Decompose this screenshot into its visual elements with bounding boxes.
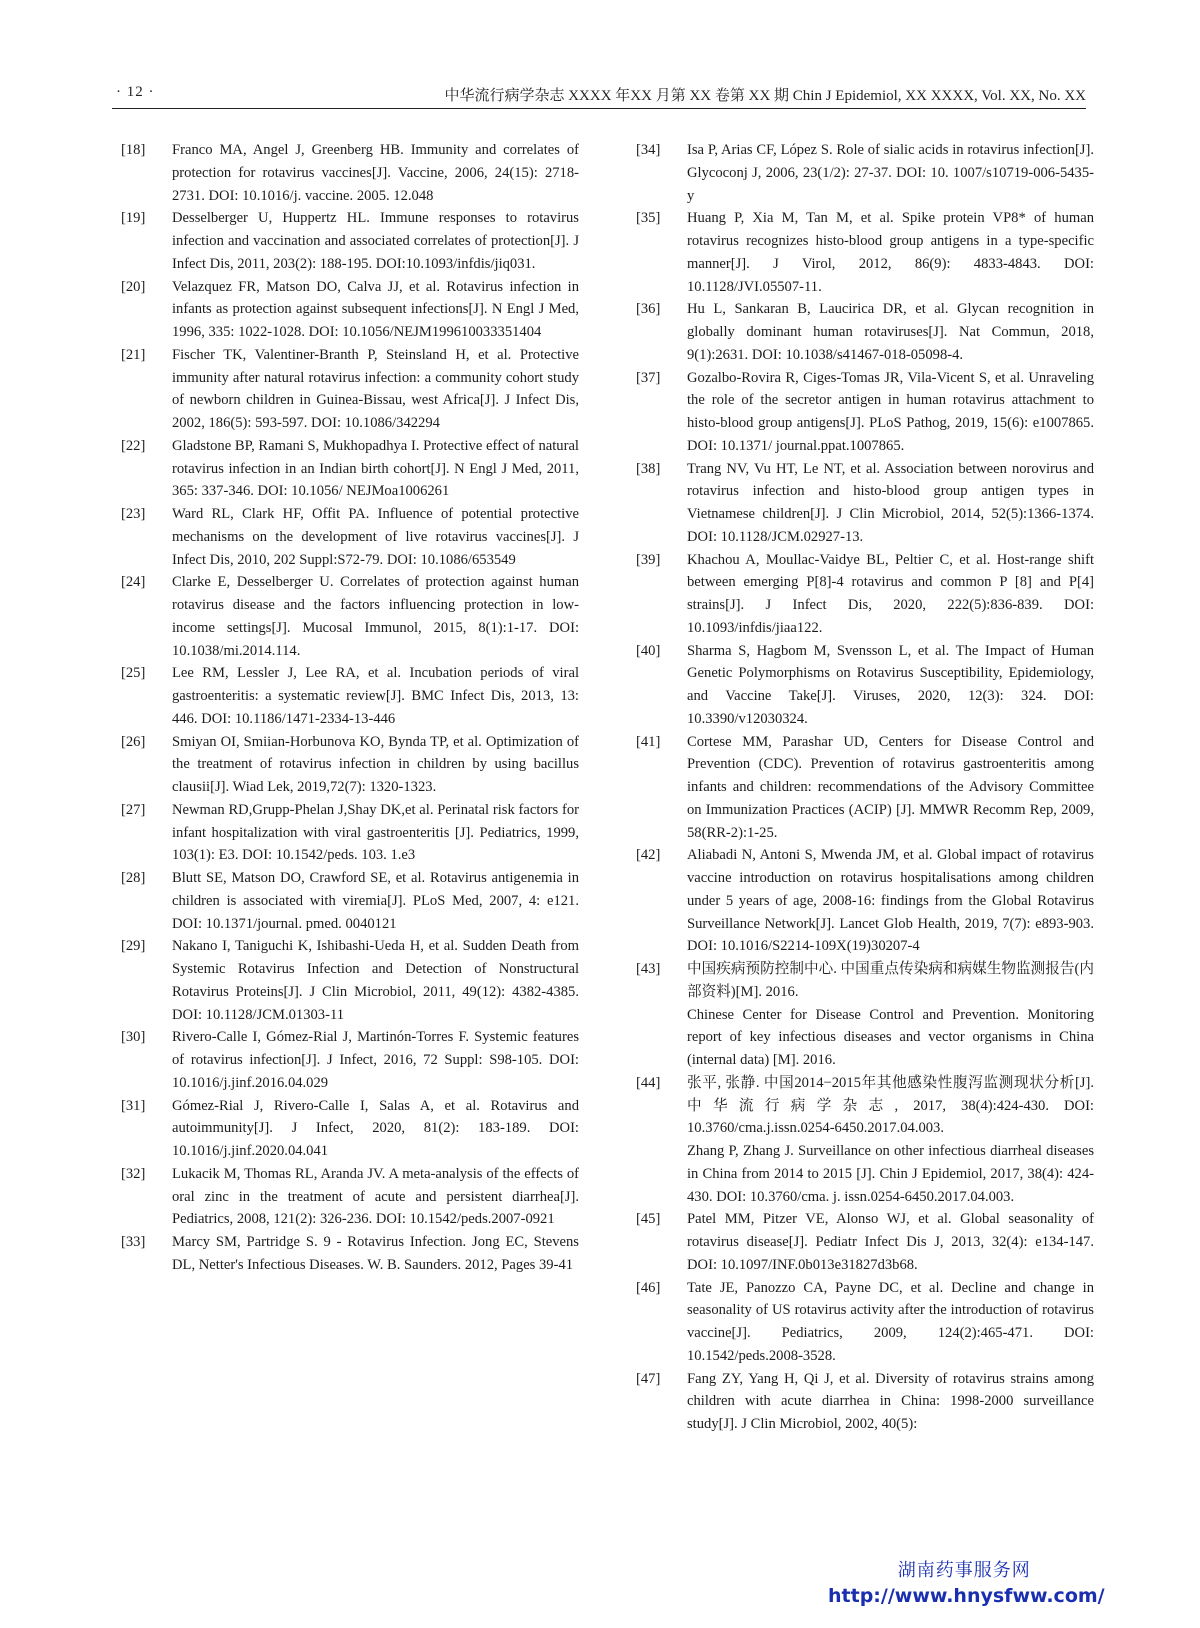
- reference-text: Desselberger U, Huppertz HL. Immune responses to rotavirus infection and vaccination and associated correlates of protection[J]. J Infect Dis, 2011, 203(2): 188-195. DOI:10.1093/infdis/jiq031.: [172, 210, 579, 272]
- reference-number: [42]: [636, 847, 661, 864]
- reference-item: [121, 435, 579, 503]
- reference-text: Fischer TK, Valentiner-Branth P, Steinsland H, et al. Protective immunity after natural rotavirus infection: a community cohort study of newborn children in Guinea-Bissau, west Africa[J]. J Infect Dis, 2002, 186(5): 593-597. DOI: 10.1086/342294: [172, 346, 579, 431]
- reference-text: Huang P, Xia M, Tan M, et al. Spike protein VP8* of human rotavirus recognizes histo-blood group antigens in a type-specific manner[J]. J Virol, 2012, 86(9): 4833-4843. DOI: 10.1128/JVI.05507-11.: [687, 210, 1094, 295]
- reference-item: [636, 207, 1094, 298]
- reference-item: [121, 571, 579, 662]
- reference-number: [30]: [121, 1029, 146, 1046]
- reference-text: Fang ZY, Yang H, Qi J, et al. Diversity of rotavirus strains among children with acute diarrhea in China: 1998-2000 surveillance study[J]. J Clin Microbiol, 2002, 40(5):: [687, 1370, 1094, 1432]
- reference-number: [28]: [121, 870, 146, 886]
- reference-number: [31]: [121, 1097, 146, 1114]
- reference-text: Lee RM, Lessler J, Lee RA, et al. Incubation periods of viral gastroenteritis: a systematic review[J]. BMC Infect Dis, 2013, 13: 446. DOI: 10.1186/1471-2334-13-446: [172, 665, 579, 727]
- reference-text: Khachou A, Moullac-Vaidye BL, Peltier C, et al. Host-range shift between emerging P[8]-4 rotavirus and common P [8] and P[4] strains[J]. J Infect Dis, 2020, 222(5):836-839. DOI: 10.1093/infdis/jiaa122.: [687, 551, 1094, 636]
- reference-item: [636, 844, 1094, 958]
- reference-item: [636, 958, 1094, 1072]
- reference-number: [22]: [121, 437, 146, 454]
- reference-item: [121, 1026, 579, 1094]
- reference-item: [636, 1072, 1094, 1209]
- reference-number: [27]: [121, 801, 146, 818]
- reference-item: [121, 662, 579, 730]
- reference-number: [26]: [121, 733, 146, 750]
- reference-column-left: [121, 139, 579, 1277]
- reference-number: [33]: [121, 1234, 146, 1250]
- reference-number: [40]: [636, 642, 661, 659]
- reference-item: [121, 139, 579, 207]
- reference-number: [29]: [121, 938, 146, 955]
- reference-text: Smiyan OI, Smiian-Horbunova KO, Bynda TP, et al. Optimization of the treatment of rotavirus infection in children by using bacillus clausii[J]. Wiad Lek, 2019,72(7): 1320-1323.: [172, 733, 579, 795]
- reference-number: [21]: [121, 346, 146, 363]
- reference-item: [636, 458, 1094, 549]
- reference-text: Cortese MM, Parashar UD, Centers for Disease Control and Prevention (CDC). Prevention of rotavirus gastroenteritis among infants and children: recommendations of the Advisory Committee on Immunization Practices (ACIP) [J]. MMWR Recomm Rep, 2009, 58(RR-2):1-25.: [687, 733, 1094, 841]
- reference-number: [38]: [636, 460, 661, 477]
- reference-item: [636, 139, 1094, 207]
- reference-item: [636, 1208, 1094, 1276]
- reference-number: [24]: [121, 574, 146, 591]
- running-header: [112, 80, 1086, 109]
- reference-number: [23]: [121, 506, 146, 522]
- reference-text: Lukacik M, Thomas RL, Aranda JV. A meta-analysis of the effects of oral zinc in the treatment of acute and persistent diarrhea[J]. Pediatrics, 2008, 121(2): 326-236. DOI: 10.1542/peds.2007-0921: [172, 1165, 579, 1228]
- reference-item: [121, 1095, 579, 1163]
- reference-text: 张平, 张静. 中国2014−2015年其他感染性腹泻监测现状分析[J]. 中华流行病学杂志, 2017, 38(4):424-430. DOI: 10.3760/cma.j.issn.0254-6450.2017.04.003.: [687, 1074, 1094, 1137]
- reference-number: [20]: [121, 278, 146, 295]
- reference-number: [34]: [636, 142, 661, 158]
- reference-text: Marcy SM, Partridge S. 9 - Rotavirus Infection. Jong EC, Stevens DL, Netter's Infectious Diseases. W. B. Saunders. 2012, Pages 39-41: [172, 1234, 579, 1273]
- reference-number: [35]: [636, 210, 661, 227]
- reference-item: [636, 298, 1094, 366]
- reference-item: [636, 640, 1094, 731]
- watermark-site-name: 湖南药事服务网: [897, 1560, 1031, 1581]
- reference-text: Trang NV, Vu HT, Le NT, et al. Association between norovirus and rotavirus infection and histo-blood group antigen types in Vietnamese children[J]. J Clin Microbiol, 2014, 52(5):1366-1374. DOI: 10.1128/JCM.02927-13.: [687, 460, 1094, 545]
- reference-item: [121, 207, 579, 275]
- reference-number: [37]: [636, 369, 661, 386]
- reference-text: Clarke E, Desselberger U. Correlates of protection against human rotavirus disease and the factors influencing protection in low-income settings[J]. Mucosal Immunol, 2015, 8(1):1-17. DOI: 10.1038/mi.2014.114.: [172, 574, 579, 659]
- reference-item: [636, 549, 1094, 640]
- reference-item: [121, 344, 579, 435]
- reference-number: [46]: [636, 1279, 661, 1296]
- reference-item: [121, 935, 579, 1026]
- reference-item: [121, 503, 579, 571]
- reference-number: [25]: [121, 665, 146, 682]
- reference-number: [47]: [636, 1370, 661, 1387]
- reference-number: [39]: [636, 551, 661, 568]
- reference-item: [636, 367, 1094, 458]
- reference-item: [636, 1277, 1094, 1368]
- reference-item: [121, 1163, 579, 1231]
- reference-text: Hu L, Sankaran B, Laucirica DR, et al. Glycan recognition in globally dominant human rotaviruses[J]. Nat Commun, 2018, 9(1):2631. DOI: 10.1038/s41467-018-05098-4.: [687, 301, 1094, 363]
- reference-text: Newman RD,Grupp-Phelan J,Shay DK,et al. Perinatal risk factors for infant hospitalization with viral gastroenteritis [J]. Pediatrics, 1999, 103(1): E3. DOI: 10.1542/peds. 103. 1.e3: [172, 801, 579, 864]
- watermark-url: http://www.hnysfww.com/: [828, 1585, 1105, 1607]
- reference-item: [121, 276, 579, 344]
- reference-number: [41]: [636, 733, 661, 750]
- reference-text: Gozalbo-Rovira R, Ciges-Tomas JR, Vila-Vicent S, et al. Unraveling the role of the secretor antigen in human rotavirus attachment to histo-blood group antigens[J]. PLoS Pathog, 2019, 15(6): e1007865. DOI: 10.1371/ journal.ppat.1007865.: [687, 369, 1094, 454]
- reference-text: Patel MM, Pitzer VE, Alonso WJ, et al. Global seasonality of rotavirus disease[J]. Pediatr Infect Dis J, 2013, 32(4): e134-147. DOI: 10.1097/INF.0b013e31827d3b68.: [687, 1211, 1094, 1273]
- reference-item: [121, 1231, 579, 1277]
- reference-number: [43]: [636, 961, 661, 977]
- reference-item: [121, 867, 579, 935]
- reference-text: Tate JE, Panozzo CA, Payne DC, et al. Decline and change in seasonality of US rotavirus activity after the introduction of rotavirus vaccine[J]. Pediatrics, 2009, 124(2):465-471. DOI: 10.1542/peds.2008-3528.: [687, 1279, 1094, 1364]
- reference-text: Gladstone BP, Ramani S, Mukhopadhya I. Protective effect of natural rotavirus infection in an Indian birth cohort[J]. N Engl J Med, 2011, 365: 337-346. DOI: 10.1056/ NEJMoa1006261: [172, 437, 579, 500]
- reference-number: [45]: [636, 1211, 661, 1228]
- reference-text: Velazquez FR, Matson DO, Calva JJ, et al. Rotavirus infection in infants as protection against subsequent infections[J]. N Engl J Med, 1996, 335: 1022-1028. DOI: 10.1056/NEJM199610033351404: [172, 278, 579, 340]
- site-watermark: [828, 1556, 1105, 1607]
- reference-text: Gómez-Rial J, Rivero-Calle I, Salas A, et al. Rotavirus and autoimmunity[J]. J Infect, 2020, 81(2): 183-189. DOI: 10.1016/j.jinf.2020.04.041: [172, 1097, 579, 1159]
- reference-item: [121, 799, 579, 867]
- reference-number: [19]: [121, 210, 146, 227]
- reference-number: [18]: [121, 142, 146, 158]
- reference-text: Nakano I, Taniguchi K, Ishibashi-Ueda H, et al. Sudden Death from Systemic Rotavirus Infection and Detection of Nonstructural Rotavirus Proteins[J]. J Clin Microbiol, 2011, 49(12): 4382-4385. DOI: 10.1128/JCM.01303-11: [172, 938, 579, 1023]
- reference-text: Aliabadi N, Antoni S, Mwenda JM, et al. Global impact of rotavirus vaccine introduction on rotavirus hospitalisations among children under 5 years of age, 2008-16: findings from the Global Rotavirus Surveillance Network[J]. Lancet Glob Health, 2019, 7(7): e893-903. DOI: 10.1016/S2214-109X(19)30207-4: [687, 847, 1094, 955]
- reference-text-english: Zhang P, Zhang J. Surveillance on other infectious diarrheal diseases in China from 2014 to 2015 [J]. Chin J Epidemiol, 2017, 38(4): 424-430. DOI: 10.3760/cma. j. issn.0254-6450.2017.04.003.: [687, 1143, 1094, 1205]
- reference-text: Rivero-Calle I, Gómez-Rial J, Martinón-Torres F. Systemic features of rotavirus infection[J]. J Infect, 2016, 72 Suppl: S98-105. DOI: 10.1016/j.jinf.2016.04.029: [172, 1029, 579, 1091]
- reference-item: [636, 731, 1094, 845]
- reference-column-right: [636, 139, 1094, 1436]
- reference-item: [121, 731, 579, 799]
- reference-text: 中国疾病预防控制中心. 中国重点传染病和病媒生物监测报告(内部资料)[M]. 2016.: [687, 961, 1094, 1000]
- reference-text: Franco MA, Angel J, Greenberg HB. Immunity and correlates of protection for rotavirus vaccines[J]. Vaccine, 2006, 24(15): 2718-2731. DOI: 10.1016/j. vaccine. 2005. 12.048: [172, 142, 579, 204]
- reference-text: Isa P, Arias CF, López S. Role of sialic acids in rotavirus infection[J]. Glycoconj J, 2006, 23(1/2): 27-37. DOI: 10. 1007/s10719-006-5435-y: [687, 142, 1094, 204]
- journal-citation-header: 中华流行病学杂志 XXXX 年XX 月第 XX 卷第 XX 期 Chin J Epidemiol, XX XXXX, Vol. XX, No. XX: [444, 88, 1086, 104]
- reference-text-english: Chinese Center for Disease Control and Prevention. Monitoring report of key infectious diseases and vector organisms in China (internal data) [M]. 2016.: [687, 1006, 1094, 1068]
- page-number: · 12 ·: [116, 84, 155, 100]
- reference-text: Ward RL, Clark HF, Offit PA. Influence of potential protective mechanisms on the development of live rotavirus vaccines[J]. J Infect Dis, 2010, 202 Suppl:S72-79. DOI: 10.1086/653549: [172, 506, 579, 568]
- reference-item: [636, 1368, 1094, 1436]
- reference-text: Sharma S, Hagbom M, Svensson L, et al. The Impact of Human Genetic Polymorphisms on Rotavirus Susceptibility, Epidemiology, and Vaccine Take[J]. Viruses, 2020, 12(3): 324. DOI: 10.3390/v12030324.: [687, 642, 1094, 727]
- reference-number: [36]: [636, 301, 661, 318]
- reference-number: [44]: [636, 1074, 661, 1091]
- reference-number: [32]: [121, 1165, 146, 1182]
- reference-text: Blutt SE, Matson DO, Crawford SE, et al. Rotavirus antigenemia in children is associated with viremia[J]. PLoS Med, 2007, 4: e121. DOI: 10.1371/journal. pmed. 0040121: [172, 870, 579, 932]
